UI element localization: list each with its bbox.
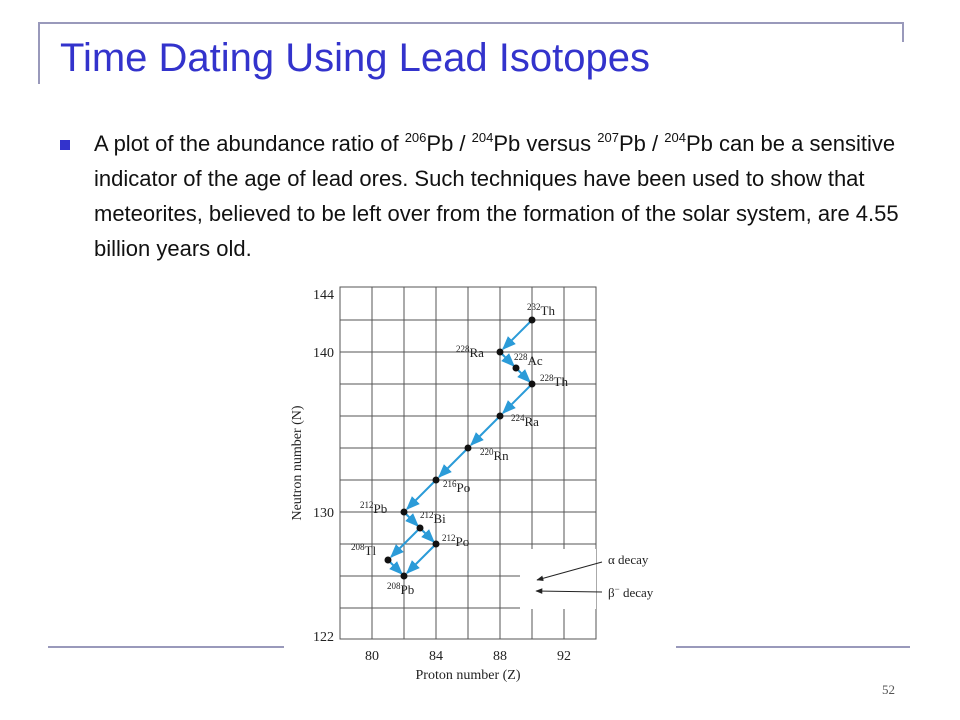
nuclide-label-po212: $^{212}$Po: [442, 533, 470, 549]
decay-chain-figure: [284, 278, 684, 690]
nuclide-label-rn220: $^{220}$Rn: [480, 447, 509, 463]
frame-top-line: [38, 22, 904, 24]
y-tick-144: 144: [313, 288, 334, 303]
legend-alpha-label: α decay: [608, 552, 649, 567]
frame-right-tick: [902, 22, 904, 42]
nuclide-label-pb208: $^{208}$Pb: [387, 581, 415, 597]
x-axis-label: Proton number (Z): [415, 668, 521, 683]
text-part: Pb versus: [493, 131, 598, 156]
bullet-square-icon: [60, 140, 70, 150]
text-part: A plot of the abundance ratio of: [94, 131, 405, 156]
bullet-paragraph: [94, 126, 914, 266]
nuclide-label-ra224: $^{224}$Ra: [511, 413, 539, 429]
slide-title: Time Dating Using Lead Isotopes: [60, 36, 650, 80]
footer-line-left: [48, 646, 284, 648]
footer-line-right: [676, 646, 910, 648]
nuclide-label-th232: $^{232}$Th: [527, 302, 555, 318]
y-tick-122: 122: [313, 630, 334, 645]
superscript: 206: [404, 130, 427, 145]
superscript: 204: [471, 130, 494, 145]
page-number: 52: [882, 682, 895, 697]
nuclide-label-th228: $^{228}$Th: [540, 373, 568, 389]
legend-beta-label: β− decay: [608, 584, 654, 600]
y-tick-140: 140: [313, 346, 334, 361]
nuclide-label-ra228: $^{228}$Ra: [456, 344, 484, 360]
text-part: Pb can be a sensitive indicator of the age of lead ores. Such techniques have been used to show that meteorites, believed to be left over from the formation of the solar system, are 4.55 billion years old.: [94, 131, 899, 261]
text-part: Pb /: [426, 131, 472, 156]
nuclide-label-pb212: $^{212}$Pb: [360, 500, 388, 516]
x-tick-84: 84: [429, 649, 443, 664]
text-part: Pb /: [618, 131, 665, 156]
superscript: 204: [664, 130, 686, 145]
y-tick-130: 130: [313, 506, 334, 521]
nuclide-label-ac228: $^{228}$Ac: [514, 352, 543, 368]
y-axis-label: Neutron number (N): [290, 405, 305, 521]
nuclide-label-po216: $^{216}$Po: [443, 479, 471, 495]
x-tick-80: 80: [365, 649, 379, 664]
x-tick-92: 92: [557, 649, 571, 664]
nuclide-label-bi212: $^{212}$Bi: [420, 510, 446, 526]
superscript: 207: [597, 130, 619, 145]
nuclide-label-tl208: $^{208}$Tl: [351, 542, 377, 558]
x-tick-88: 88: [493, 649, 507, 664]
frame-left-line: [38, 22, 40, 84]
